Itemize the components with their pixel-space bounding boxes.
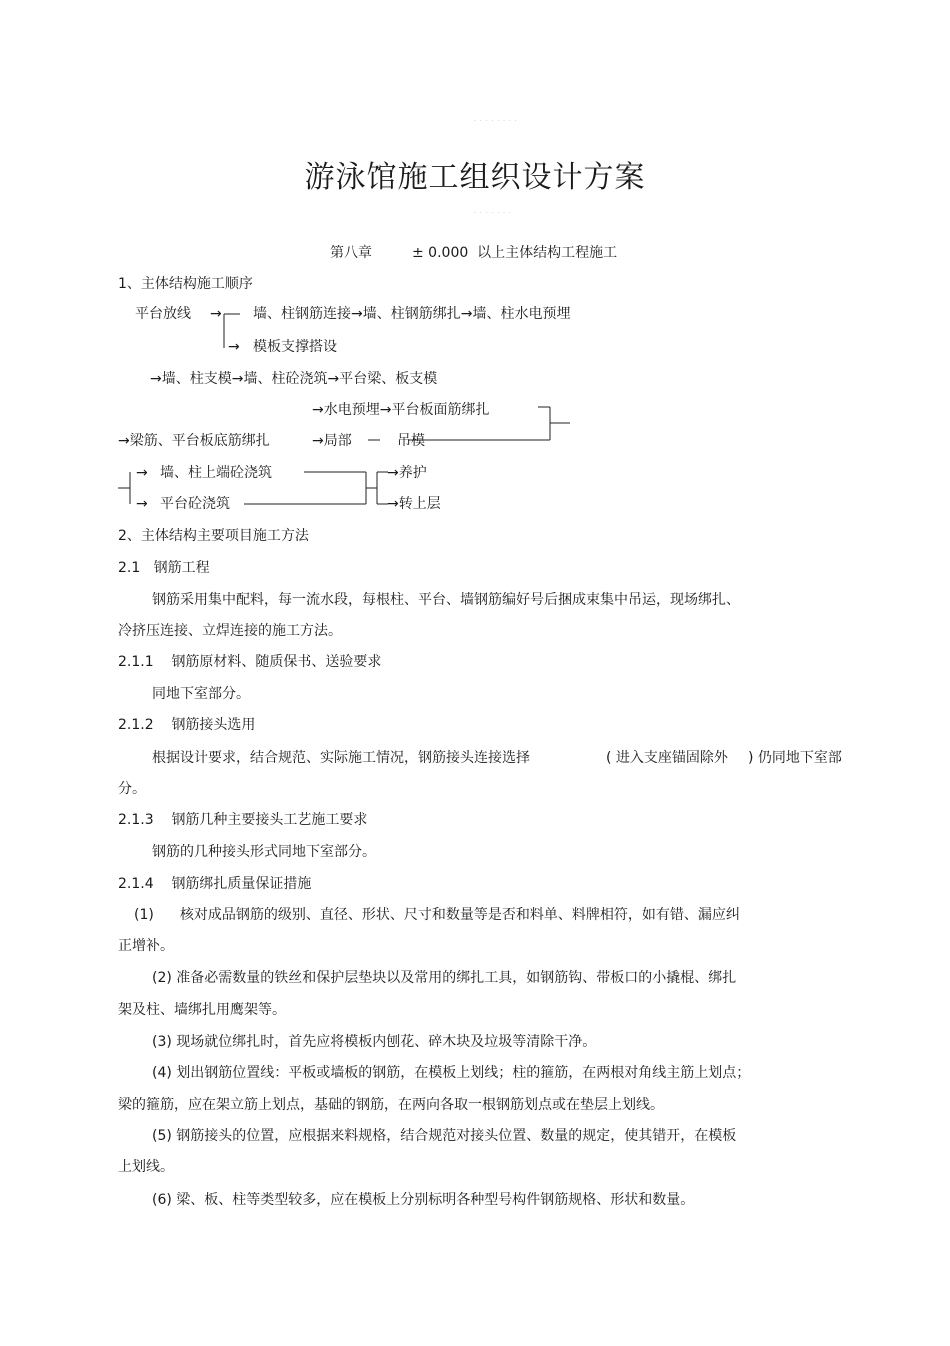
list-item-number: (2)	[152, 970, 172, 986]
flow-out-2: →转上层	[387, 496, 441, 512]
flow-arrow-4: →	[136, 496, 148, 512]
flow-branch-2: 模板支撑搭设	[253, 339, 337, 355]
flow-branch-1: 墙、柱钢筋连接→墙、柱钢筋绑扎→墙、柱水电预埋	[253, 306, 571, 322]
flow-step-4a: →梁筋、平台板底筋绑扎	[118, 433, 270, 449]
section-2-1-4-heading	[118, 875, 311, 893]
section-2-1-2-title: 钢筋接头选用	[171, 717, 256, 733]
section-2-1-2-heading	[118, 716, 255, 734]
header-dots: · · · · · · · ·	[474, 118, 518, 125]
list-item-number: (1)	[134, 907, 154, 923]
list-item-text: 划出钢筋位置线：平板或墙板的钢筋，在模板上划线；柱的箍筋，在两根对角线主筋上划点；	[176, 1065, 751, 1081]
flow-start: 平台放线	[135, 306, 191, 322]
flow-step-5b: 平台砼浇筑	[160, 496, 230, 512]
list-item-number: (5)	[152, 1128, 172, 1144]
list-item-1	[134, 906, 740, 924]
section-2-1-3-title: 钢筋几种主要接头工艺施工要求	[171, 812, 368, 828]
section-2-1-3-text: 钢筋的几种接头形式同地下室部分。	[152, 844, 376, 860]
page-title: 游泳馆施工组织设计方案	[304, 160, 646, 195]
section-1-heading: 1、主体结构施工顺序	[118, 276, 253, 292]
section-2-1-text-line-2: 冷挤压连接、立焊连接的施工方法。	[118, 623, 342, 639]
section-2-1-3-number: 2.1.3	[118, 812, 154, 828]
list-item-text: 核对成品钢筋的级别、直径、形状、尺寸和数量等是否和料单、料牌相符，如有错、漏应纠	[179, 907, 740, 923]
list-item-6	[152, 1191, 694, 1209]
section-2-1-1-title: 钢筋原材料、随质保书、送验要求	[171, 654, 382, 670]
flow-step-4c: 吊模	[397, 433, 425, 449]
section-2-1-4-number: 2.1.4	[118, 876, 154, 892]
chapter-heading	[330, 244, 617, 262]
chapter-number: 第八章	[330, 245, 372, 261]
list-item-text: 准备必需数量的铁丝和保护层垫块以及常用的绑扎工具，如钢筋钩、带板口的小撬棍、绑扎	[176, 970, 737, 986]
list-item-text: 现场就位绑扎时，首先应将模板内刨花、碎木块及垃圾等清除干净。	[176, 1034, 597, 1050]
list-item-text: 梁、板、柱等类型较多，应在模板上分别标明各种型号构件钢筋规格、形状和数量。	[176, 1192, 695, 1208]
chapter-elevation: ± 0.000	[412, 245, 469, 261]
list-item-2	[152, 969, 736, 987]
list-item-2-continued: 架及柱、墙绑扎用鹰架等。	[118, 1002, 286, 1018]
section-2-1-2-text-b: ( 进入支座锚固除外	[606, 750, 728, 766]
list-item-number: (4)	[152, 1065, 172, 1081]
flow-step-5a: 墙、柱上端砼浇筑	[160, 465, 272, 481]
list-item-3	[152, 1033, 596, 1051]
flow-arrow-2: →	[228, 339, 240, 355]
flow-step-2: →墙、柱支模→墙、柱砼浇筑→平台梁、板支模	[150, 371, 438, 387]
section-2-1-2-number: 2.1.2	[118, 717, 154, 733]
section-2-1-heading	[118, 559, 210, 577]
flow-arrow-1: →	[210, 306, 222, 322]
flow-step-3: →水电预埋→平台板面筋绑扎	[312, 402, 490, 418]
list-item-number: (6)	[152, 1192, 172, 1208]
section-2-1-2-text-c: ) 仍同地下室部	[748, 750, 842, 766]
chapter-name: 以上主体结构工程施工	[477, 245, 618, 261]
section-2-1-2-text-line-2: 分。	[118, 781, 146, 797]
section-2-heading: 2、主体结构主要项目施工方法	[118, 528, 309, 544]
section-2-1-1-text: 同地下室部分。	[152, 686, 250, 702]
list-item-5	[152, 1127, 736, 1145]
section-2-1-4-title: 钢筋绑扎质量保证措施	[171, 876, 312, 892]
list-item-4-continued: 梁的箍筋，应在架立筋上划点，基础的钢筋，在两向各取一根钢筋划点或在垫层上划线。	[118, 1097, 664, 1113]
section-2-1-text-line-1: 钢筋采用集中配料，每一流水段，每根柱、平台、墙钢筋编好号后捆成束集中吊运，现场绑扎、	[152, 592, 740, 608]
section-2-1-3-heading	[118, 811, 367, 829]
section-2-1-title: 钢筋工程	[153, 560, 210, 576]
list-item-5-continued: 上划线。	[118, 1159, 174, 1175]
flow-step-4b: →局部	[312, 433, 352, 449]
section-2-1-1-heading	[118, 653, 381, 671]
flow-arrow-3: →	[136, 465, 148, 481]
section-2-1-1-number: 2.1.1	[118, 654, 154, 670]
flow-out-1: →养护	[387, 465, 427, 481]
section-2-1-number: 2.1	[118, 560, 141, 576]
list-item-text: 钢筋接头的位置，应根据来料规格，结合规范对接头位置、数量的规定，使其错开，在模板	[176, 1128, 737, 1144]
list-item-4	[152, 1064, 750, 1082]
list-item-1-continued: 正增补。	[118, 938, 174, 954]
section-2-1-2-text-a: 根据设计要求，结合规范、实际施工情况，钢筋接头连接选择	[152, 750, 530, 766]
list-item-number: (3)	[152, 1034, 172, 1050]
title-dots: · · · · · · ·	[474, 210, 512, 217]
